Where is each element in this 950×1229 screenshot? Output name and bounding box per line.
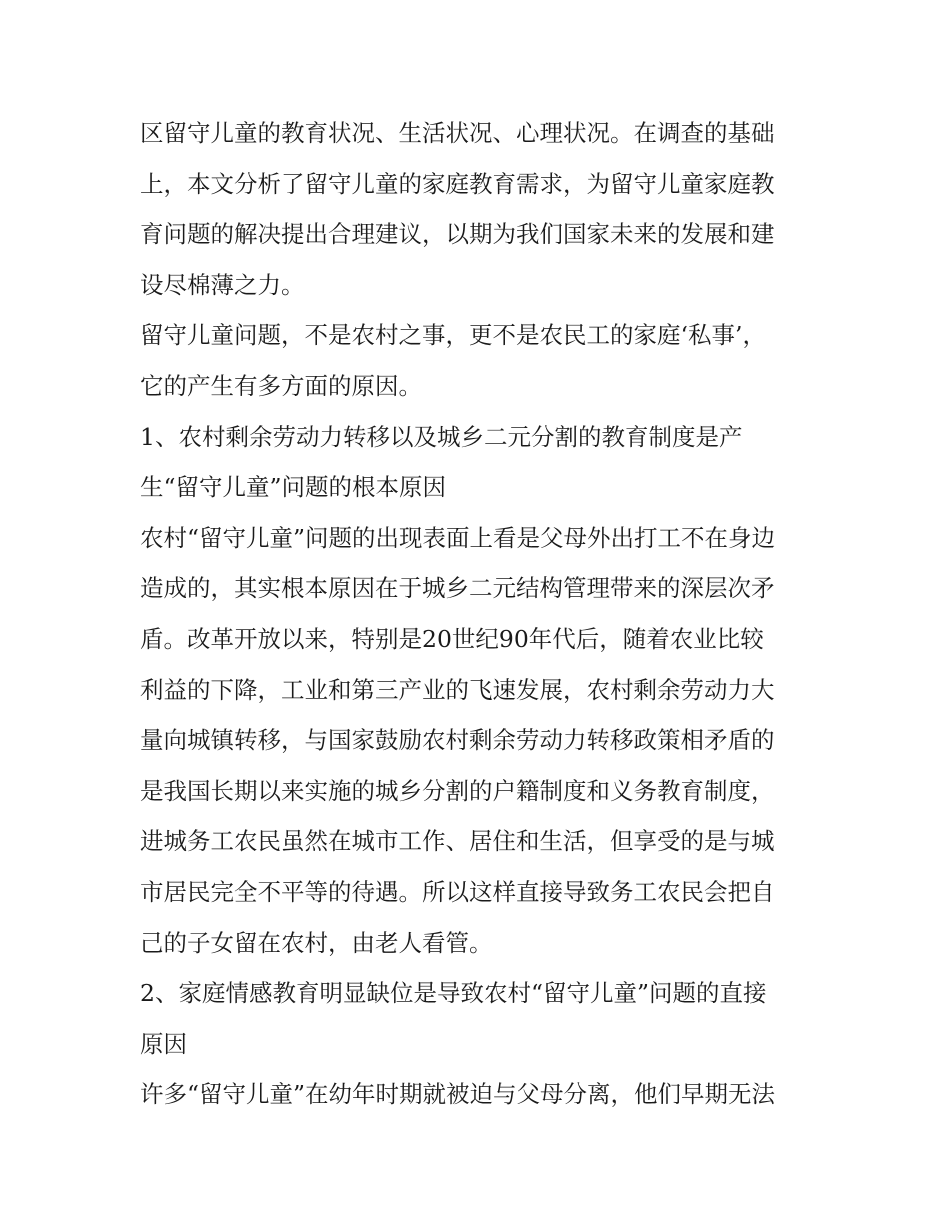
text-line: 育问题的解决提出合理建议，以期为我们国家未来的发展和建	[140, 220, 775, 249]
text-line: 上，本文分析了留守儿童的家庭教育需求，为留守儿童家庭教	[140, 169, 775, 198]
text-line: 进城务工农民虽然在城市工作、居住和生活，但享受的是与城	[140, 827, 775, 856]
text-line: 市居民完全不平等的待遇。所以这样直接导致务工农民会把自	[140, 877, 775, 906]
text-line: 盾。改革开放以来，特别是20世纪90年代后，随着农业比较	[140, 624, 764, 653]
text-line: 量向城镇转移，与国家鼓励农村剩余劳动力转移政策相矛盾的	[140, 726, 775, 755]
section-heading-2: 2、家庭情感教育明显缺位是导致农村“留守儿童”问题的直接	[140, 979, 767, 1008]
text-line: 区留守儿童的教育状况、生活状况、心理状况。在调查的基础	[140, 119, 775, 147]
text-line: 利益的下降，工业和第三产业的飞速发展，农村剩余劳动力大	[140, 675, 775, 704]
text-line: 是我国长期以来实施的城乡分割的户籍制度和义务教育制度，	[140, 776, 775, 805]
text-line: 造成的，其实根本原因在于城乡二元结构管理带来的深层次矛	[140, 574, 775, 603]
text-line: 设尽棉薄之力。	[140, 270, 305, 299]
section-heading-1: 生“留守儿童”问题的根本原因	[140, 473, 447, 502]
text-line: 许多“留守儿童”在幼年时期就被迫与父母分离，他们早期无法	[140, 1080, 776, 1109]
section-heading-2: 原因	[140, 1029, 187, 1058]
text-line: 留守儿童问题，不是农村之事，更不是农民工的家庭‘私事’，	[140, 321, 766, 350]
section-heading-1: 1、农村剩余劳动力转移以及城乡二元分割的教育制度是产	[140, 422, 743, 451]
body-text	[140, 108, 820, 1120]
text-line: 己的子女留在农村，由老人看管。	[140, 928, 493, 957]
text-line: 它的产生有多方面的原因。	[140, 371, 422, 400]
text-line: 农村“留守儿童”问题的出现表面上看是父母外出打工不在身边	[140, 523, 776, 552]
